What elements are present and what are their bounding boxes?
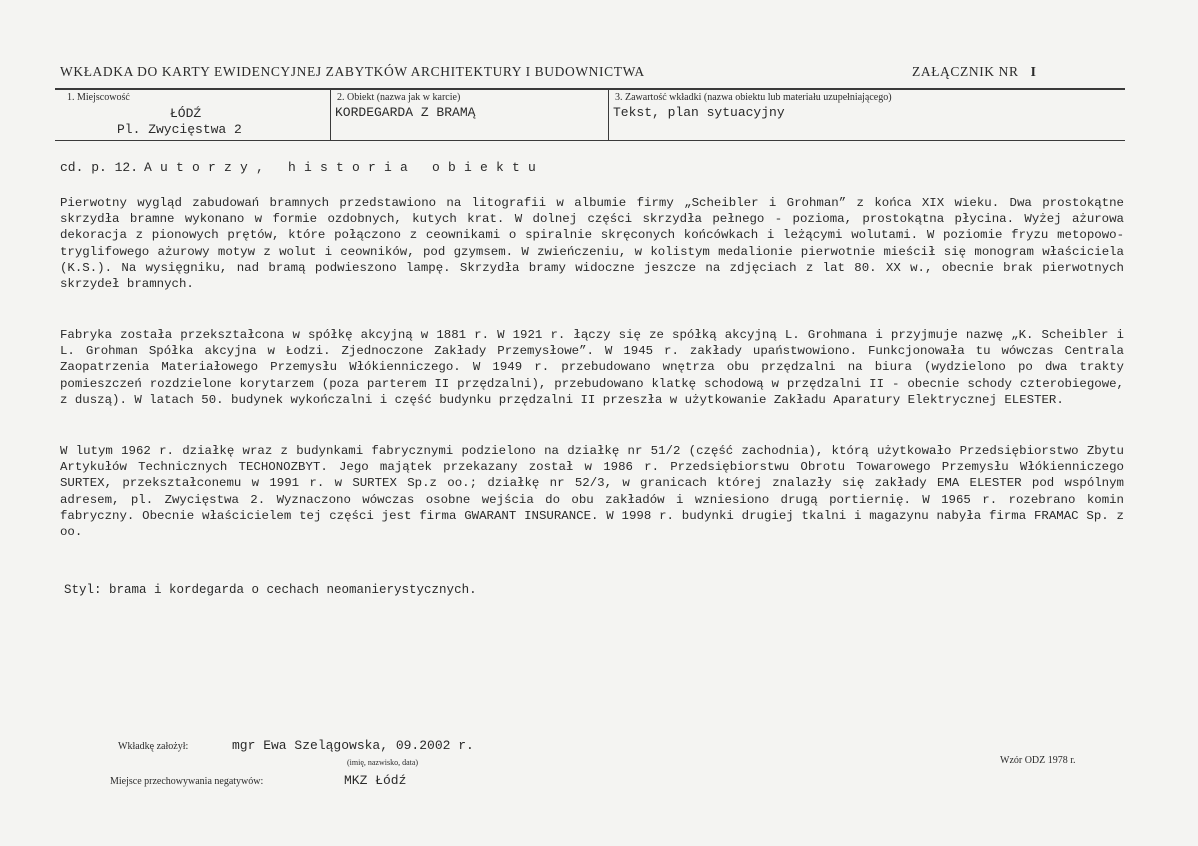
- location-city: ŁÓDŹ: [170, 106, 202, 121]
- annex-label: [912, 64, 1036, 80]
- annex-label-text: ZAŁĄCZNIK NR: [912, 64, 1019, 79]
- contents-value: Tekst, plan sytuacyjny: [613, 105, 785, 120]
- negatives-label: Miejsce przechowywania negatywów:: [110, 776, 264, 787]
- negatives-value: MKZ Łódź: [344, 773, 407, 788]
- author-hint: (imię, nazwisko, data): [347, 758, 419, 767]
- contents-label: 3. Zawartość wkładki (nazwa obiektu lub materiału uzupełniającego): [615, 92, 892, 103]
- paragraph-gate-history: Pierwotny wygląd zabudowań bramnych przedstawiono na litografii w albumie firmy „Scheibler i Grohman” z końca XIX wieku. Dwa prostokątne skrzydła bramne wykonano w formie ozdobnych, kutych krat. W dolnej części skrzydła pełnego - pozioma, prostokątna płycina. Wyżej ażurowa dekoracja z pionowych prętów, które połączono z ceownikami o spiralnie skręconych końcówkach i leżącymi wolutami. W poziomie fryzu metopowo-tryglifowego ażurowy motyw z wolut i ceowników, pod gzymsem. W zwieńczeniu, w kolistym medalionie pierwotnie mieścił się monogram właściciela (K.S.). Na wysięgniku, nad bramą podwieszono lampę. Skrzydła bramy widoczne jeszcze na zdjęciach z lat 80. XX w., obecnie brak pierwotnych skrzydeł bramnych.: [60, 196, 1124, 292]
- location-cell: [55, 90, 330, 141]
- contents-cell: [608, 90, 1125, 141]
- section-title: Autorzy, historia obiektu: [144, 160, 545, 175]
- object-label: 2. Obiekt (nazwa jak w karcie): [337, 92, 461, 103]
- section-prefix: cd. p. 12.: [60, 160, 139, 175]
- author-value: mgr Ewa Szelągowska, 09.2002 r.: [232, 738, 474, 753]
- section-heading: [60, 160, 544, 175]
- form-model: Wzór ODZ 1978 r.: [1000, 755, 1076, 766]
- annex-number: I: [1030, 64, 1037, 79]
- paragraph-plot-division: W lutym 1962 r. działkę wraz z budynkami fabrycznymi podzielono na działkę nr 51/2 (część zachodnia), którą użytkowało Przedsiębiorstwo Zbytu Artykułów Technicznych TECHONOZBYT. Jego majątek przekazany został w 1986 r. Przedsiębiorstwu Obrotu Towarowego Przemysłu Włókienniczego SURTEX, przekształconemu w 1991 r. w SURTEX Sp.z oo.; działkę nr 52/3, w granicach której znalazły się zakłady EMA ELESTER pod wspólnym adresem, pl. Zwycięstwa 2. Wyznaczono wówczas osobne wejścia do obu zakładów i wzniesiono drugą portiernię. W 1965 r. rozebrano komin fabryczny. Obecnie właścicielem tej części jest firma GWARANT INSURANCE. W 1998 r. budynki drugiej tkalni i magazynu nabyła firma FRAMAC Sp. z oo.: [60, 444, 1124, 540]
- object-cell: [330, 90, 608, 141]
- object-value: KORDEGARDA Z BRAMĄ: [335, 105, 476, 120]
- paragraph-company-history: Fabryka została przekształcona w spółkę akcyjną w 1881 r. W 1921 r. łączy się ze spółką akcyjną L. Grohmana i przyjmuje nazwę „K. Scheibler i L. Grohman Spółka akcyjna w Łodzi. Zjednoczone Zakłady Przemysłowe”. W 1945 r. zakłady upaństwowiono. Funkcjonowała tu wówczas Centrala Zaopatrzenia Materiałowego Przemysłu Włókienniczego. W 1949 r. przebudowano wnętrza obu przędzalni na biura (wydzielono po dwa trakty pomieszczeń rozdzielone korytarzem (poza parterem II przędzalni), przebudowano klatkę schodową w przędzalni II - obecnie schody czterobiegowe, z duszą). W latach 50. budynek wykończalni i część budynku przędzalni II przeszła w użytkowanie Zakładu Aparatury Elektrycznej ELESTER.: [60, 328, 1124, 407]
- author-label: Wkładkę założył:: [118, 741, 189, 752]
- location-address: Pl. Zwycięstwa 2: [117, 122, 242, 137]
- location-label: 1. Miejscowość: [67, 92, 130, 103]
- style-note: Styl: brama i kordegarda o cechach neomanierystycznych.: [64, 583, 477, 597]
- document-title: WKŁADKA DO KARTY EWIDENCYJNEJ ZABYTKÓW ARCHITEKTURY I BUDOWNICTWA: [60, 64, 645, 79]
- header-fields-table: [55, 88, 1125, 141]
